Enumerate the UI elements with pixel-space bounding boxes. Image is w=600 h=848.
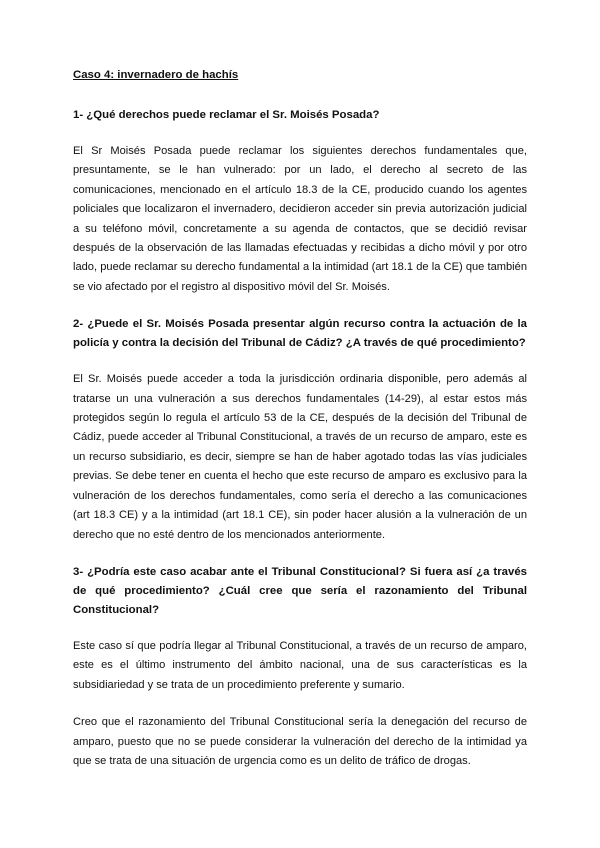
answer-2-paragraph: El Sr. Moisés puede acceder a toda la jurisdicción ordinaria disponible, pero además al tratarse un una vulneración a sus derechos fundamentales (14-29), al estar estos más protegidos según lo regula el artículo 53 de la CE, después de la decisión del Tribunal de Cádiz, puede acceder al Tribunal Constitucional, a través de un recurso de amparo, este es un recurso subsidiario, es decir, siempre se han de haber agotado todas las vías judiciales previas. Se debe tener en cuenta el hecho que este recurso de amparo es exclusivo para la vulneración de los derechos fundamentales, como sería el derecho a las comunicaciones (art 18.3 CE) y a la intimidad (art 18.1 CE), sin poder hacer alusión a la vulneración de un derecho que no esté dentro de los mencionados anteriormente. — [73, 373, 527, 541]
document-title: Caso 4: invernadero de hachís — [73, 69, 239, 81]
question-1: 1- ¿Qué derechos puede reclamar el Sr. Moisés Posada? — [73, 109, 380, 121]
answer-3-paragraph-2: Creo que el razonamiento del Tribunal Constitucional sería la denegación del recurso de amparo, puesto que no se puede considerar la vulneración del derecho de la intimidad ya que se trata de una situación de urgencia como es un delito de tráfico de drogas. — [73, 716, 527, 767]
question-3: 3- ¿Podría este caso acabar ante el Tribunal Constitucional? Si fuera así ¿a través de qué procedimiento? ¿Cuál cree que sería el razonamiento del Tribunal Constitucional? — [73, 565, 527, 616]
question-2: 2- ¿Puede el Sr. Moisés Posada presentar algún recurso contra la actuación de la policía y contra la decisión del Tribunal de Cádiz? ¿A través de qué procedimiento? — [73, 318, 527, 350]
answer-3-paragraph-1: Este caso sí que podría llegar al Tribunal Constitucional, a través de un recurso de amparo, este es el último instrumento del ámbito nacional, una de sus características es la subsidiariedad y se trata de un procedimiento preferente y sumario. — [73, 639, 527, 691]
answer-1-paragraph: El Sr Moisés Posada puede reclamar los siguientes derechos fundamentales que, presuntamente, se le han vulnerado: por un lado, el derecho al secreto de las comunicaciones, mencionado en el artículo 18.3 de la CE, producido cuando los agentes policiales que localizaron el invernadero, decidieron acceder sin previa autorización judicial a su teléfono móvil, concretamente a su agenda de contactos, que se decidió revisar después de la observación de las llamadas efectuadas y recibidas a dicho móvil y por otro lado, puede reclamar su derecho fundamental a la intimidad (art 18.1 de la CE) que también se vio afectado por el registro al dispositivo móvil del Sr. Moisés. — [73, 145, 527, 293]
